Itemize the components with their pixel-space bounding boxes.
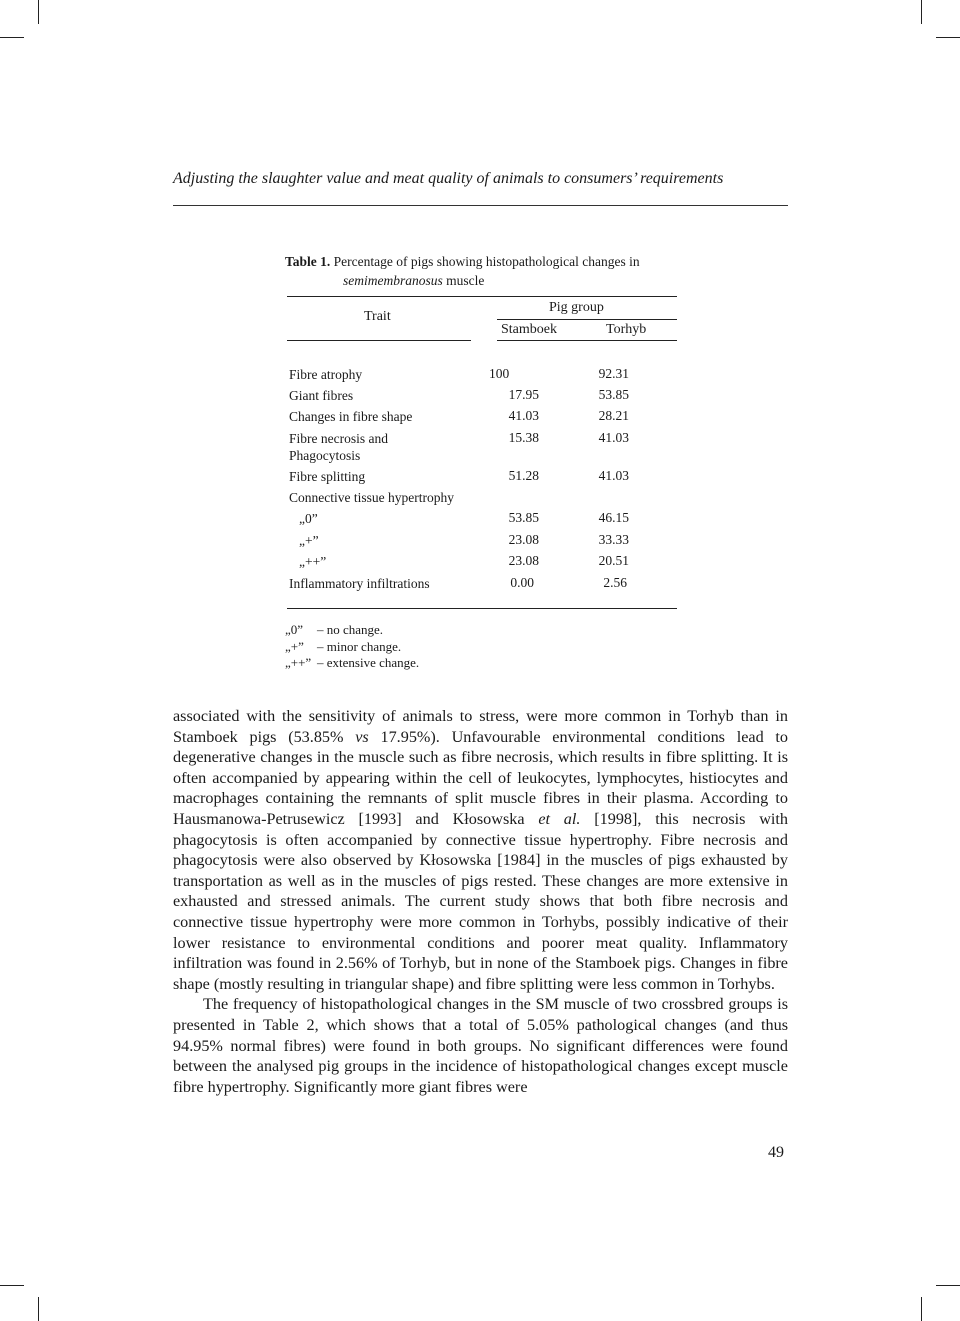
value-torhyb: 20.51: [598, 553, 629, 568]
value-torhyb: 92.31: [598, 366, 629, 381]
value-torhyb: 53.85: [598, 387, 629, 402]
row-trait: Connective tissue hypertrophy: [289, 490, 454, 505]
value-torhyb: 28.21: [598, 408, 629, 423]
value-torhyb: 46.15: [598, 510, 629, 525]
page-number: 49: [768, 1144, 784, 1161]
row-trait: Inflammatory infiltrations: [289, 576, 430, 591]
caption-text: Percentage of pigs showing histopathological changes in: [333, 254, 640, 269]
crop-mark: [0, 37, 24, 38]
table-legend: [285, 622, 419, 672]
legend-item: „0” – no change.: [285, 622, 384, 637]
row-trait-line1: Fibre necrosis and: [289, 431, 388, 446]
row-trait: „+”: [299, 533, 319, 548]
value-torhyb: 41.03: [598, 468, 629, 483]
value-stamboek: 23.08: [508, 553, 539, 568]
row-trait: Changes in fibre shape: [289, 409, 413, 424]
value-stamboek: 53.85: [508, 510, 539, 525]
body-text: [173, 706, 788, 1097]
row-trait: Fibre splitting: [289, 469, 366, 484]
row-trait: [289, 430, 388, 464]
value-stamboek: 17.95: [508, 387, 539, 402]
row-trait: „0”: [299, 511, 318, 526]
crop-mark: [921, 0, 922, 24]
crop-mark: [38, 0, 39, 24]
value-stamboek: 41.03: [508, 408, 539, 423]
column-header-group: Pig group: [549, 300, 604, 315]
row-trait: Giant fibres: [289, 388, 354, 403]
crop-mark: [38, 1297, 39, 1321]
value-torhyb: 41.03: [598, 430, 629, 445]
crop-mark: [0, 1285, 24, 1286]
value-stamboek: 0.00: [510, 575, 534, 590]
table-label: Table 1.: [285, 254, 331, 269]
header-bottom-rule: [497, 340, 677, 341]
row-trait: Fibre atrophy: [289, 367, 363, 382]
crop-mark: [921, 1297, 922, 1321]
header-rule: [173, 205, 788, 206]
running-head: Adjusting the slaughter value and meat quality of animals to consumers’ requirements: [173, 170, 724, 187]
value-stamboek: 23.08: [508, 532, 539, 547]
paragraph: associated with the sensitivity of animals to stress, were more common in Torhyb than in Stamboek pigs (53.85% vs 17.95%). Unfavourable environmental conditions lead to degenerative changes in the muscle such as fibre necrosis, which results in fibre splitting. It is often accompanied by appearing within the cell of leukocytes, lymphocytes, histiocytes and macrophages containing the remnants of split muscle fibres in their plasma. According to Hausmanowa-Petrusewicz [1993] and Kłosowska et al. [1998], this necrosis with phagocytosis is often accompanied by connective tissue hypertrophy. Fibre necrosis and phagocytosis were also observed by Kłosowska [1984] in the muscles of pigs exhausted by transportation as well as in the muscles of pigs rested. These changes are more extensive in exhausted and stressed animals. The current study shows that both fibre necrosis and connective tissue hypertrophy were more common in Torhybs, possibly indicative of their lower resistance to environmental conditions and poorer meat quality. Inflammatory infiltration was found in 2.56% of Torhyb, but in none of the Stamboek pigs. Changes in fibre shape (mostly resulting in triangular shape) and fibre splitting were less common in Torhybs.: [173, 707, 789, 993]
table-top-rule: [287, 296, 677, 297]
legend-item: „++” – extensive change.: [285, 655, 420, 670]
legend-item: „+” – minor change.: [285, 638, 402, 654]
value-torhyb: 33.33: [598, 532, 629, 547]
value-stamboek: 51.28: [508, 468, 539, 483]
header-group-rule: [497, 319, 677, 320]
row-trait: „++”: [299, 554, 327, 569]
header-bottom-rule: [287, 340, 471, 341]
value-torhyb: 2.56: [603, 575, 627, 590]
value-stamboek: 15.38: [508, 430, 539, 445]
crop-mark: [936, 37, 960, 38]
table-caption: [285, 252, 640, 290]
column-header-stamboek: Stamboek: [501, 322, 557, 337]
value-stamboek: 100: [489, 366, 510, 381]
table-bottom-rule: [287, 608, 677, 609]
column-header-torhyb: Torhyb: [606, 322, 647, 337]
crop-mark: [936, 1285, 960, 1286]
paragraph: The frequency of histopathological changes in the SM muscle of two crossbred groups is presented in Table 2, which shows that a total of 5.05% pathological changes (and thus 94.95% normal fibres) were found in both groups. No significant differences were found between the analysed pig groups in the incidence of histopathological changes except muscle fibre hypertrophy. Significantly more giant fibres were: [173, 995, 788, 1096]
column-header-trait: Trait: [364, 309, 391, 324]
caption-italic: semimembranosus: [343, 273, 443, 288]
caption-tail: muscle: [446, 273, 485, 288]
row-trait-line2: Phagocytosis: [289, 448, 361, 463]
